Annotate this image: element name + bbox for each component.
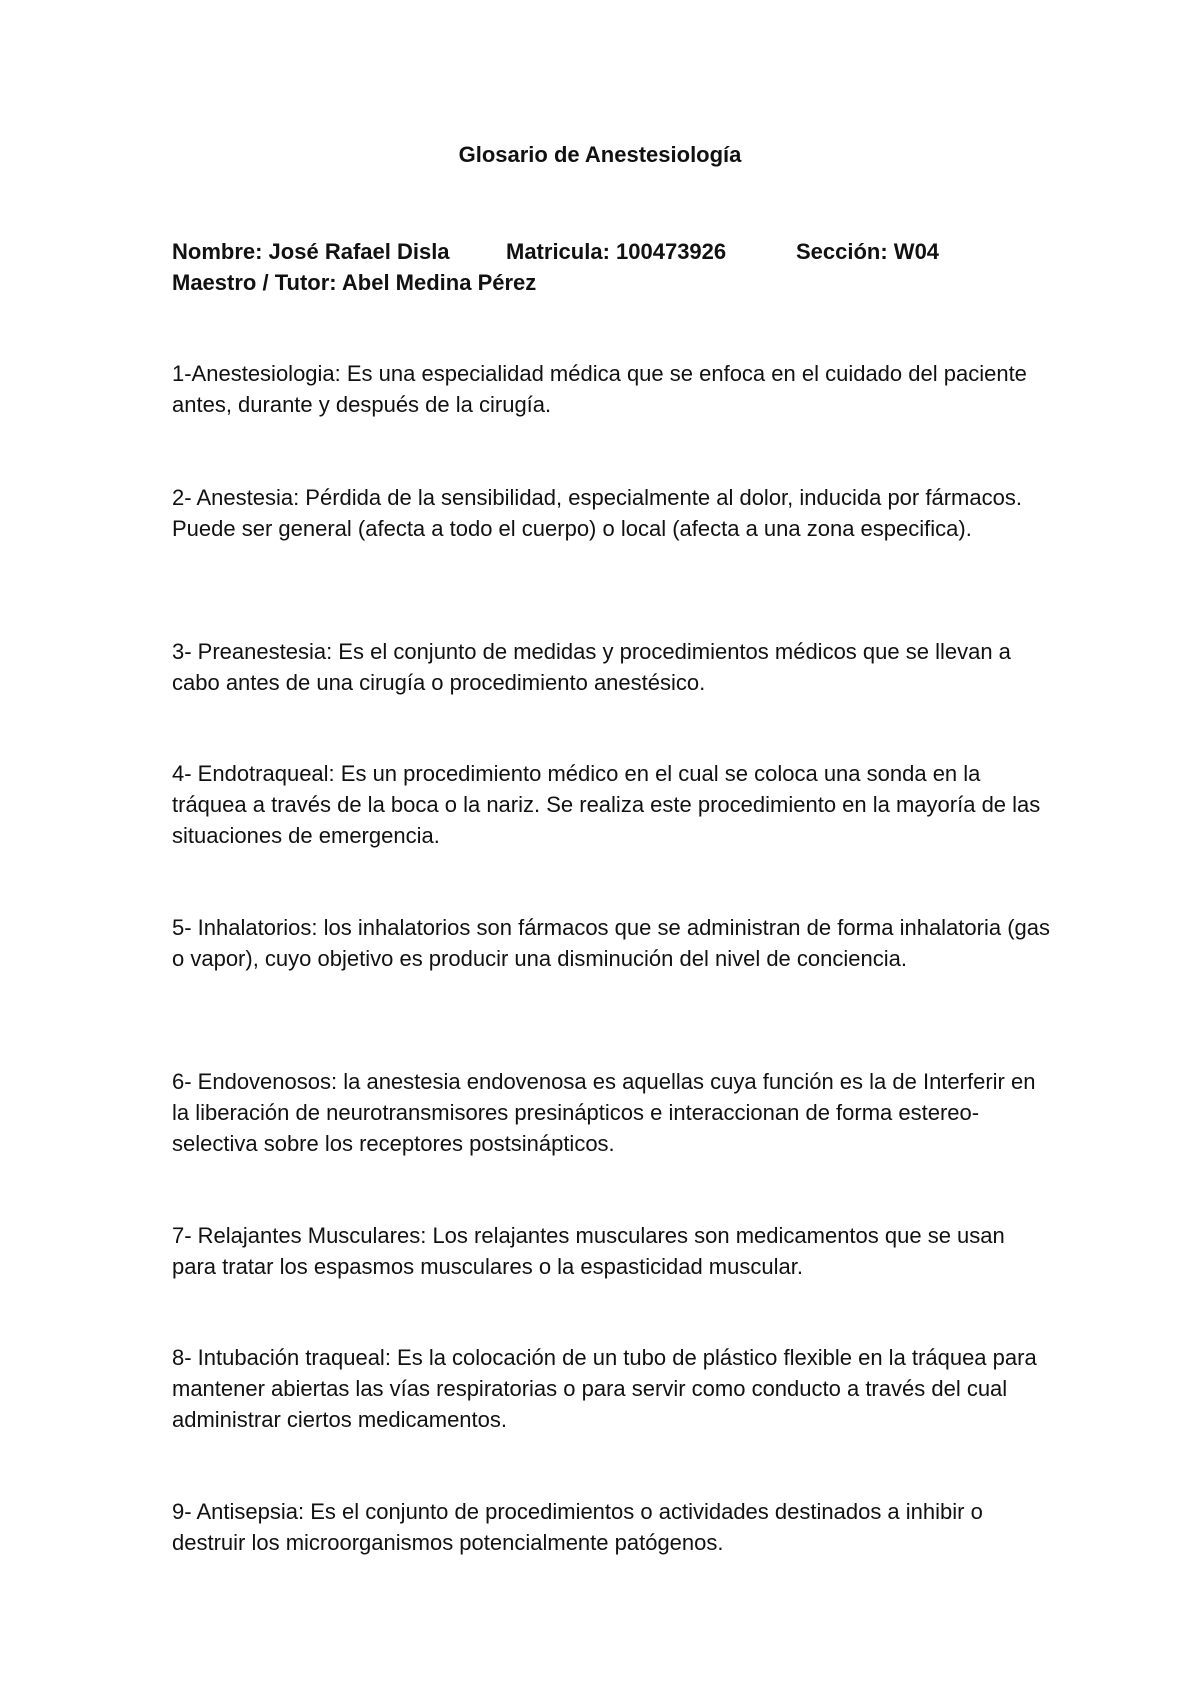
glossary-entry-5: 5- Inhalatorios: los inhalatorios son fármacos que se administran de forma inhalatoria (gas o vapor), cuyo objetivo es producir una disminución del nivel de conciencia. xyxy=(172,915,1051,971)
student-name: Nombre: José Rafael Disla xyxy=(172,239,450,264)
glossary-entry-9: 9- Antisepsia: Es el conjunto de procedimientos o actividades destinados a inhibir o destruir los microorganismos potencialmente patógenos. xyxy=(172,1499,983,1555)
student-info xyxy=(172,236,1072,298)
section-code: Sección: W04 xyxy=(796,239,940,264)
glossary-entry-7: 7- Relajantes Musculares: Los relajantes musculares son medicamentos que se usan para tratar los espasmos musculares o la espasticidad muscular. xyxy=(172,1223,1005,1279)
glossary-entry-8: 8- Intubación traqueal: Es la colocación de un tubo de plástico flexible en la tráquea para mantener abiertas las vías respiratorias o para servir como conducto a través del cual administrar ciertos medicamentos. xyxy=(172,1345,1037,1432)
document-title: Glosario de Anestesiología xyxy=(458,142,742,167)
teacher-name: Maestro / Tutor: Abel Medina Pérez xyxy=(172,270,537,295)
glossary-entry-3: 3- Preanestesia: Es el conjunto de medidas y procedimientos médicos que se llevan a cabo antes de una cirugía o procedimiento anestésico. xyxy=(172,639,1011,695)
glossary-entry-1: 1-Anestesiologia: Es una especialidad médica que se enfoca en el cuidado del paciente antes, durante y después de la cirugía. xyxy=(172,361,1027,417)
student-info-line-1 xyxy=(172,236,1072,267)
glossary-entry-2: 2- Anestesia: Pérdida de la sensibilidad, especialmente al dolor, inducida por fármacos. Puede ser general (afecta a todo el cuerpo) o local (afecta a una zona especifica). xyxy=(172,485,1022,541)
glossary-list xyxy=(172,358,1052,1555)
student-id: Matricula: 100473926 xyxy=(506,239,727,264)
glossary-entry-6: 6- Endovenosos: la anestesia endovenosa es aquellas cuya función es la de Interferir en la liberación de neurotransmisores presinápticos e interaccionan de forma estereo-selectiva sobre los receptores postsinápticos. xyxy=(172,1069,1036,1156)
glossary-entry-4: 4- Endotraqueal: Es un procedimiento médico en el cual se coloca una sonda en la tráquea a través de la boca o la nariz. Se realiza este procedimiento en la mayoría de las situaciones de emergencia. xyxy=(172,761,1041,848)
